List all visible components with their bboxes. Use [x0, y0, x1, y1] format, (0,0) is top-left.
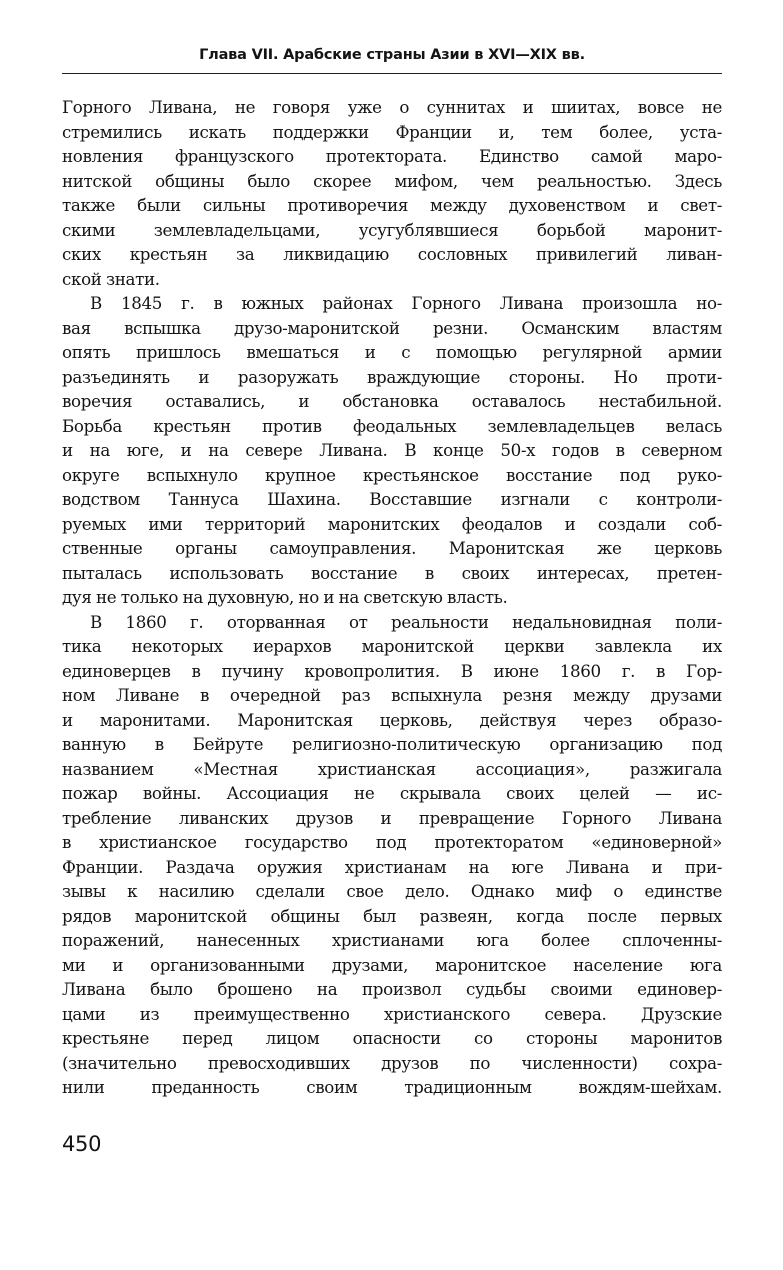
- paragraph: [62, 610, 722, 1100]
- text-line: также были сильны противоречия между духовенством и свет-: [62, 195, 722, 215]
- text-line: стремились искать поддержки Франции и, тем более, уста-: [62, 121, 722, 142]
- text-line: дуя не только на духовную, но и на светскую власть.: [62, 587, 508, 607]
- text-line: требление ливанских друзов и превращение Горного Ливана: [62, 807, 722, 828]
- text-line: В 1845 г. в южных районах Горного Ливана произошла но-: [90, 293, 722, 313]
- text-line: в христианское государство под протекторатом «единоверной»: [62, 832, 722, 852]
- body-text: [62, 95, 722, 1100]
- paragraph: [62, 95, 722, 291]
- text-line: руемых ими территорий маронитских феодалов и создали соб-: [62, 513, 722, 534]
- text-line: водством Таннуса Шахина. Восставшие изгнали с контроли-: [62, 489, 722, 509]
- text-line: ской знати.: [62, 268, 160, 289]
- text-line: тика некоторых иерархов маронитской церкви завлекла их: [62, 636, 722, 656]
- text-line: ских крестьян за ликвидацию сословных привилегий ливан-: [62, 244, 722, 264]
- text-line: единоверцев в пучину кровопролития. В июне 1860 г. в Гор-: [62, 660, 722, 681]
- text-line: новления французского протектората. Единство самой маро-: [62, 146, 722, 166]
- text-line: и на юге, и на севере Ливана. В конце 50-х годов в северном: [62, 440, 722, 460]
- header-rule: [62, 73, 722, 74]
- text-line: опять пришлось вмешаться и с помощью регулярной армии: [62, 342, 722, 362]
- text-line: нитской общины было скорее мифом, чем реальностью. Здесь: [62, 170, 722, 191]
- text-line: ственные органы самоуправления. Маронитская же церковь: [62, 538, 722, 558]
- text-line: поражений, нанесенных христианами юга более сплоченны-: [62, 930, 722, 950]
- text-line: Борьба крестьян против феодальных землевладельцев велась: [62, 415, 722, 436]
- text-line: скими землевладельцами, усугублявшиеся борьбой маронит-: [62, 219, 722, 240]
- paragraph: [62, 291, 722, 610]
- text-line: воречия оставались, и обстановка оставалось нестабильной.: [62, 391, 722, 411]
- text-line: нили преданность своим традиционным вождям-шейхам.: [62, 1077, 722, 1097]
- text-line: ванную в Бейруте религиозно-политическую организацию под: [62, 734, 722, 754]
- text-line: Горного Ливана, не говоря уже о суннитах и шиитах, вовсе не: [62, 97, 722, 117]
- text-line: В 1860 г. оторванная от реальности недальновидная поли-: [90, 611, 722, 632]
- text-line: пыталась использовать восстание в своих интересах, претен-: [62, 562, 722, 583]
- text-line: (значительно превосходивших друзов по численности) сохра-: [62, 1052, 722, 1073]
- text-line: округе вспыхнуло крупное крестьянское восстание под руко-: [62, 464, 722, 485]
- text-line: рядов маронитской общины был развеян, когда после первых: [62, 905, 722, 926]
- text-line: крестьяне перед лицом опасности со стороны маронитов: [62, 1028, 722, 1048]
- page-number: 450: [62, 1132, 102, 1156]
- text-line: ном Ливане в очередной раз вспыхнула резня между друзами: [62, 685, 722, 705]
- text-line: Ливана было брошено на произвол судьбы своими единовер-: [62, 979, 722, 999]
- text-line: пожар войны. Ассоциация не скрывала своих целей — ис-: [62, 783, 722, 803]
- running-header: Глава VII. Арабские страны Азии в XVI—XIX вв.: [199, 47, 585, 63]
- text-line: зывы к насилию сделали свое дело. Однако миф о единстве: [62, 881, 722, 901]
- text-line: и маронитами. Маронитская церковь, действуя через образо-: [62, 709, 722, 730]
- text-line: цами из преимущественно христианского севера. Друзские: [62, 1003, 722, 1024]
- text-line: названием «Местная христианская ассоциация», разжигала: [62, 758, 722, 779]
- text-line: разъединять и разоружать враждующие стороны. Но проти-: [62, 366, 722, 387]
- text-line: Франции. Раздача оружия христианам на юге Ливана и при-: [62, 856, 722, 877]
- text-line: ми и организованными друзами, маронитское население юга: [62, 954, 722, 975]
- text-line: вая вспышка друзо-маронитской резни. Османским властям: [62, 317, 722, 338]
